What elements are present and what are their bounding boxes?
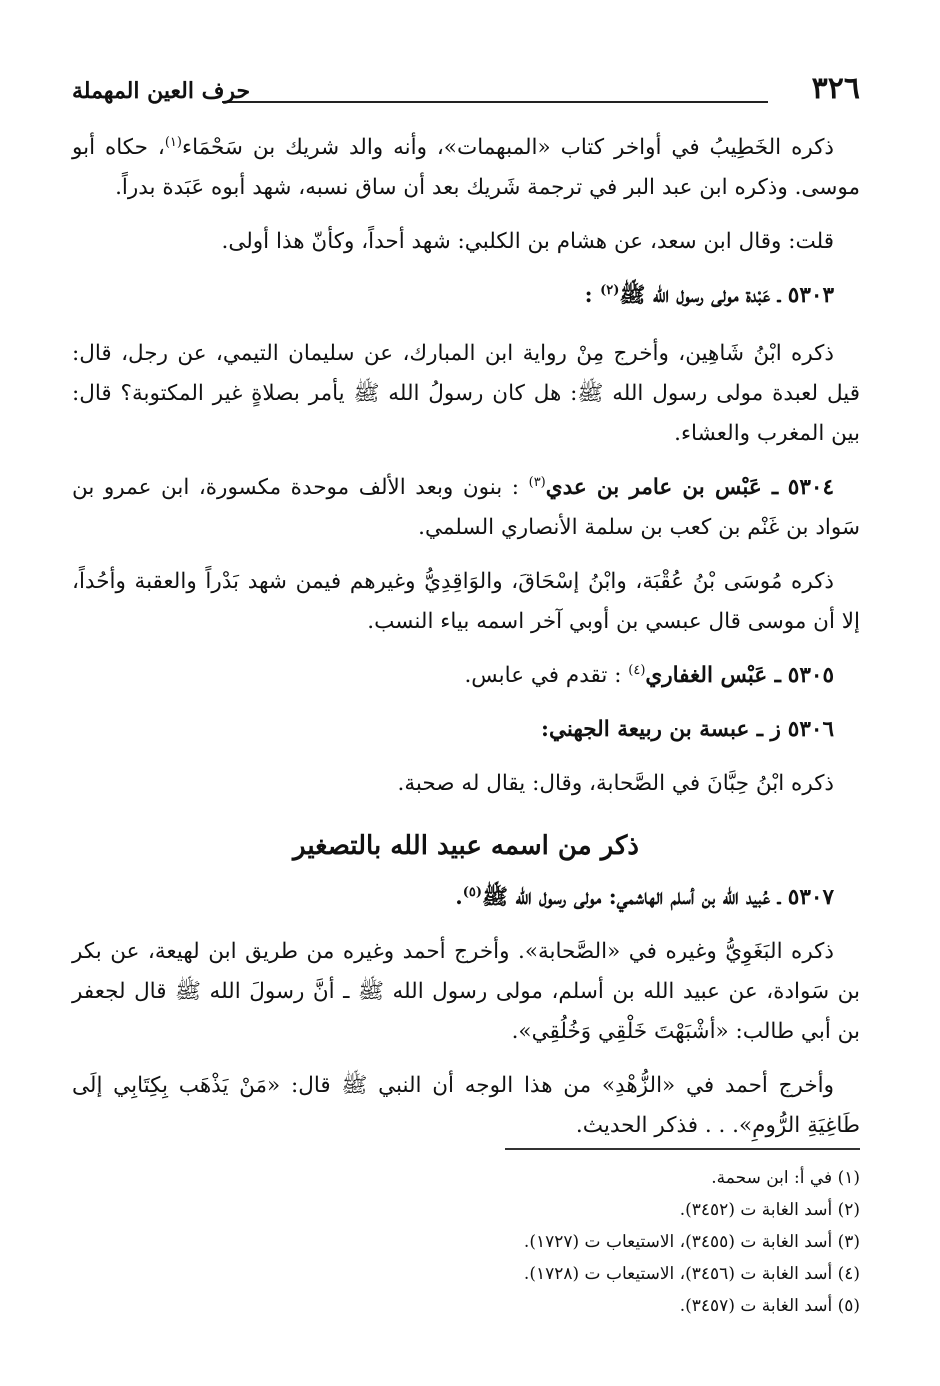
paragraph-text: ذكره الخَطِيبُ في أواخر كتاب «المبهمات»، وأنه والد شريك بن سَحْمَاء bbox=[181, 135, 835, 160]
entry-number: ٥٣٠٥ bbox=[787, 663, 834, 688]
footnote-ref-3: (٣) bbox=[528, 474, 546, 490]
entry-5305-heading bbox=[72, 656, 860, 696]
footnote-ref-1: (١) bbox=[164, 134, 182, 150]
footnote-ref-2: (٢) bbox=[600, 282, 620, 298]
paragraph-text-tail: ، حكاه أبو موسى. وذكره ابن عبد البر في ترجمة شَريك بعد أن ساق نسبه، شهد أبوه عَبَدة بدراً. bbox=[72, 135, 860, 200]
entry-5307-heading bbox=[72, 878, 860, 918]
entry-tail: : بنون وبعد الألف موحدة مكسورة، ابن عمرو بن سَواد بن غَنْم بن كعب بن سلمة الأنصاري السلمي. bbox=[72, 475, 860, 540]
paragraph-ibn-shahin: ذكره ابْنُ شَاهِين، وأخرج مِنْ رواية ابن المبارك، عن سليمان التيمي، عن رجل، قال: قيل لعبدة مولى رسول الله ﷺ: هل كان رسولُ الله ﷺ يأمر بصلاةٍ غير المكتوبة؟ قال: بين المغرب والعشاء. bbox=[72, 341, 860, 446]
paragraph-zuhd: وأخرج أحمد في «الزُّهْدِ» من هذا الوجه أن النبي ﷺ قال: «مَنْ يَذْهَب بِكِتَابِي إلَى طَاغِيَةِ الرُّومِ». . . فذكر الحديث. bbox=[72, 1073, 860, 1138]
entry-number: ٥٣٠٣ bbox=[787, 283, 834, 308]
running-title: حرف العين المهملة bbox=[72, 78, 251, 104]
page-body bbox=[72, 128, 860, 1146]
entry-number: ٥٣٠٧ bbox=[787, 885, 834, 910]
entry-tail: : تقدم في عابس. bbox=[464, 663, 629, 688]
footnote-4: (٤) أسد الغابة ت (٣٤٥٦)، الاستيعاب ت (١٧٢٨). bbox=[523, 1264, 860, 1284]
footnote-5: (٥) أسد الغابة ت (٣٤٥٧). bbox=[679, 1296, 860, 1316]
header-rule bbox=[222, 101, 768, 103]
paragraph-ibn-hibban: ذكره ابْنُ حِبَّانَ في الصَّحابة، وقال: يقال له صحبة. bbox=[397, 771, 834, 796]
entry-number: ٥٣٠٦ bbox=[787, 717, 834, 742]
footnote-3: (٣) أسد الغابة ت (٣٤٥٥)، الاستيعاب ت (١٧٢٧). bbox=[523, 1232, 860, 1252]
paragraph-ibn-saad: قلت: وقال ابن سعد، عن هشام بن الكلبي: شهد أحداً، وكأنّ هذا أولى. bbox=[221, 229, 834, 254]
entry-number: ٥٣٠٤ bbox=[787, 475, 834, 500]
footnote-ref-4: (٤) bbox=[628, 662, 646, 678]
book-page bbox=[72, 60, 860, 1360]
entry-name: ـ عُبيد الله بن أسلم الهاشمي: مولى رسول الله ﷺ bbox=[482, 885, 781, 910]
entry-name: ـ عَبْدة مولى رسول الله ﷺ bbox=[619, 283, 781, 308]
paragraph-khatib bbox=[72, 128, 860, 208]
footnote-2: (٢) أسد الغابة ت (٣٤٥٢). bbox=[679, 1200, 860, 1220]
footnote-1: (١) في أ: ابن سحمة. bbox=[711, 1168, 860, 1188]
section-heading: ذكر من اسمه عبيد الله بالتصغير bbox=[292, 831, 639, 861]
entry-name: ـ عَبْس بن عامر بن عدي bbox=[545, 475, 779, 500]
footnote-ref-5: (٥) bbox=[462, 884, 483, 900]
entry-5304-heading bbox=[72, 468, 860, 548]
entry-tail: . bbox=[455, 885, 463, 910]
entry-5306-heading bbox=[72, 710, 860, 750]
entry-name: ز ـ عبسة بن ربيعة الجهني: bbox=[541, 717, 781, 742]
footnote-rule bbox=[505, 1148, 860, 1150]
paragraph-musa-bin-uqba: ذكره مُوسَى بْنُ عُقْبَة، وابْنُ إسْحَاقَ، والوَاقِدِيُّ وغيرهم فيمن شهد بَدْراً والعقبة وأحُداً، إلا أن موسى قال عبسي بن أوبي آخر اسمه بياء النسب. bbox=[72, 569, 860, 634]
page-number: ٣٢٦ bbox=[811, 71, 860, 106]
entry-name: ـ عَبْس الغفاري bbox=[645, 663, 781, 688]
page-header bbox=[72, 72, 860, 112]
entry-5303-heading bbox=[72, 276, 860, 316]
entry-tail: : bbox=[584, 283, 601, 308]
footnotes bbox=[260, 1162, 860, 1322]
paragraph-baghawi: ذكره البَغَوِيُّ وغيره في «الصَّحابة». وأخرج أحمد وغيره من طريق ابن لهيعة، عن بكر بن سَوادة، عن عبيد الله بن أسلم، مولى رسول الله ﷺ ـ أنَّ رسولَ الله ﷺ قال لجعفر بن أبي طالب: «أشْبَهْتَ خَلْقِي وَخُلُقِي». bbox=[72, 939, 860, 1044]
